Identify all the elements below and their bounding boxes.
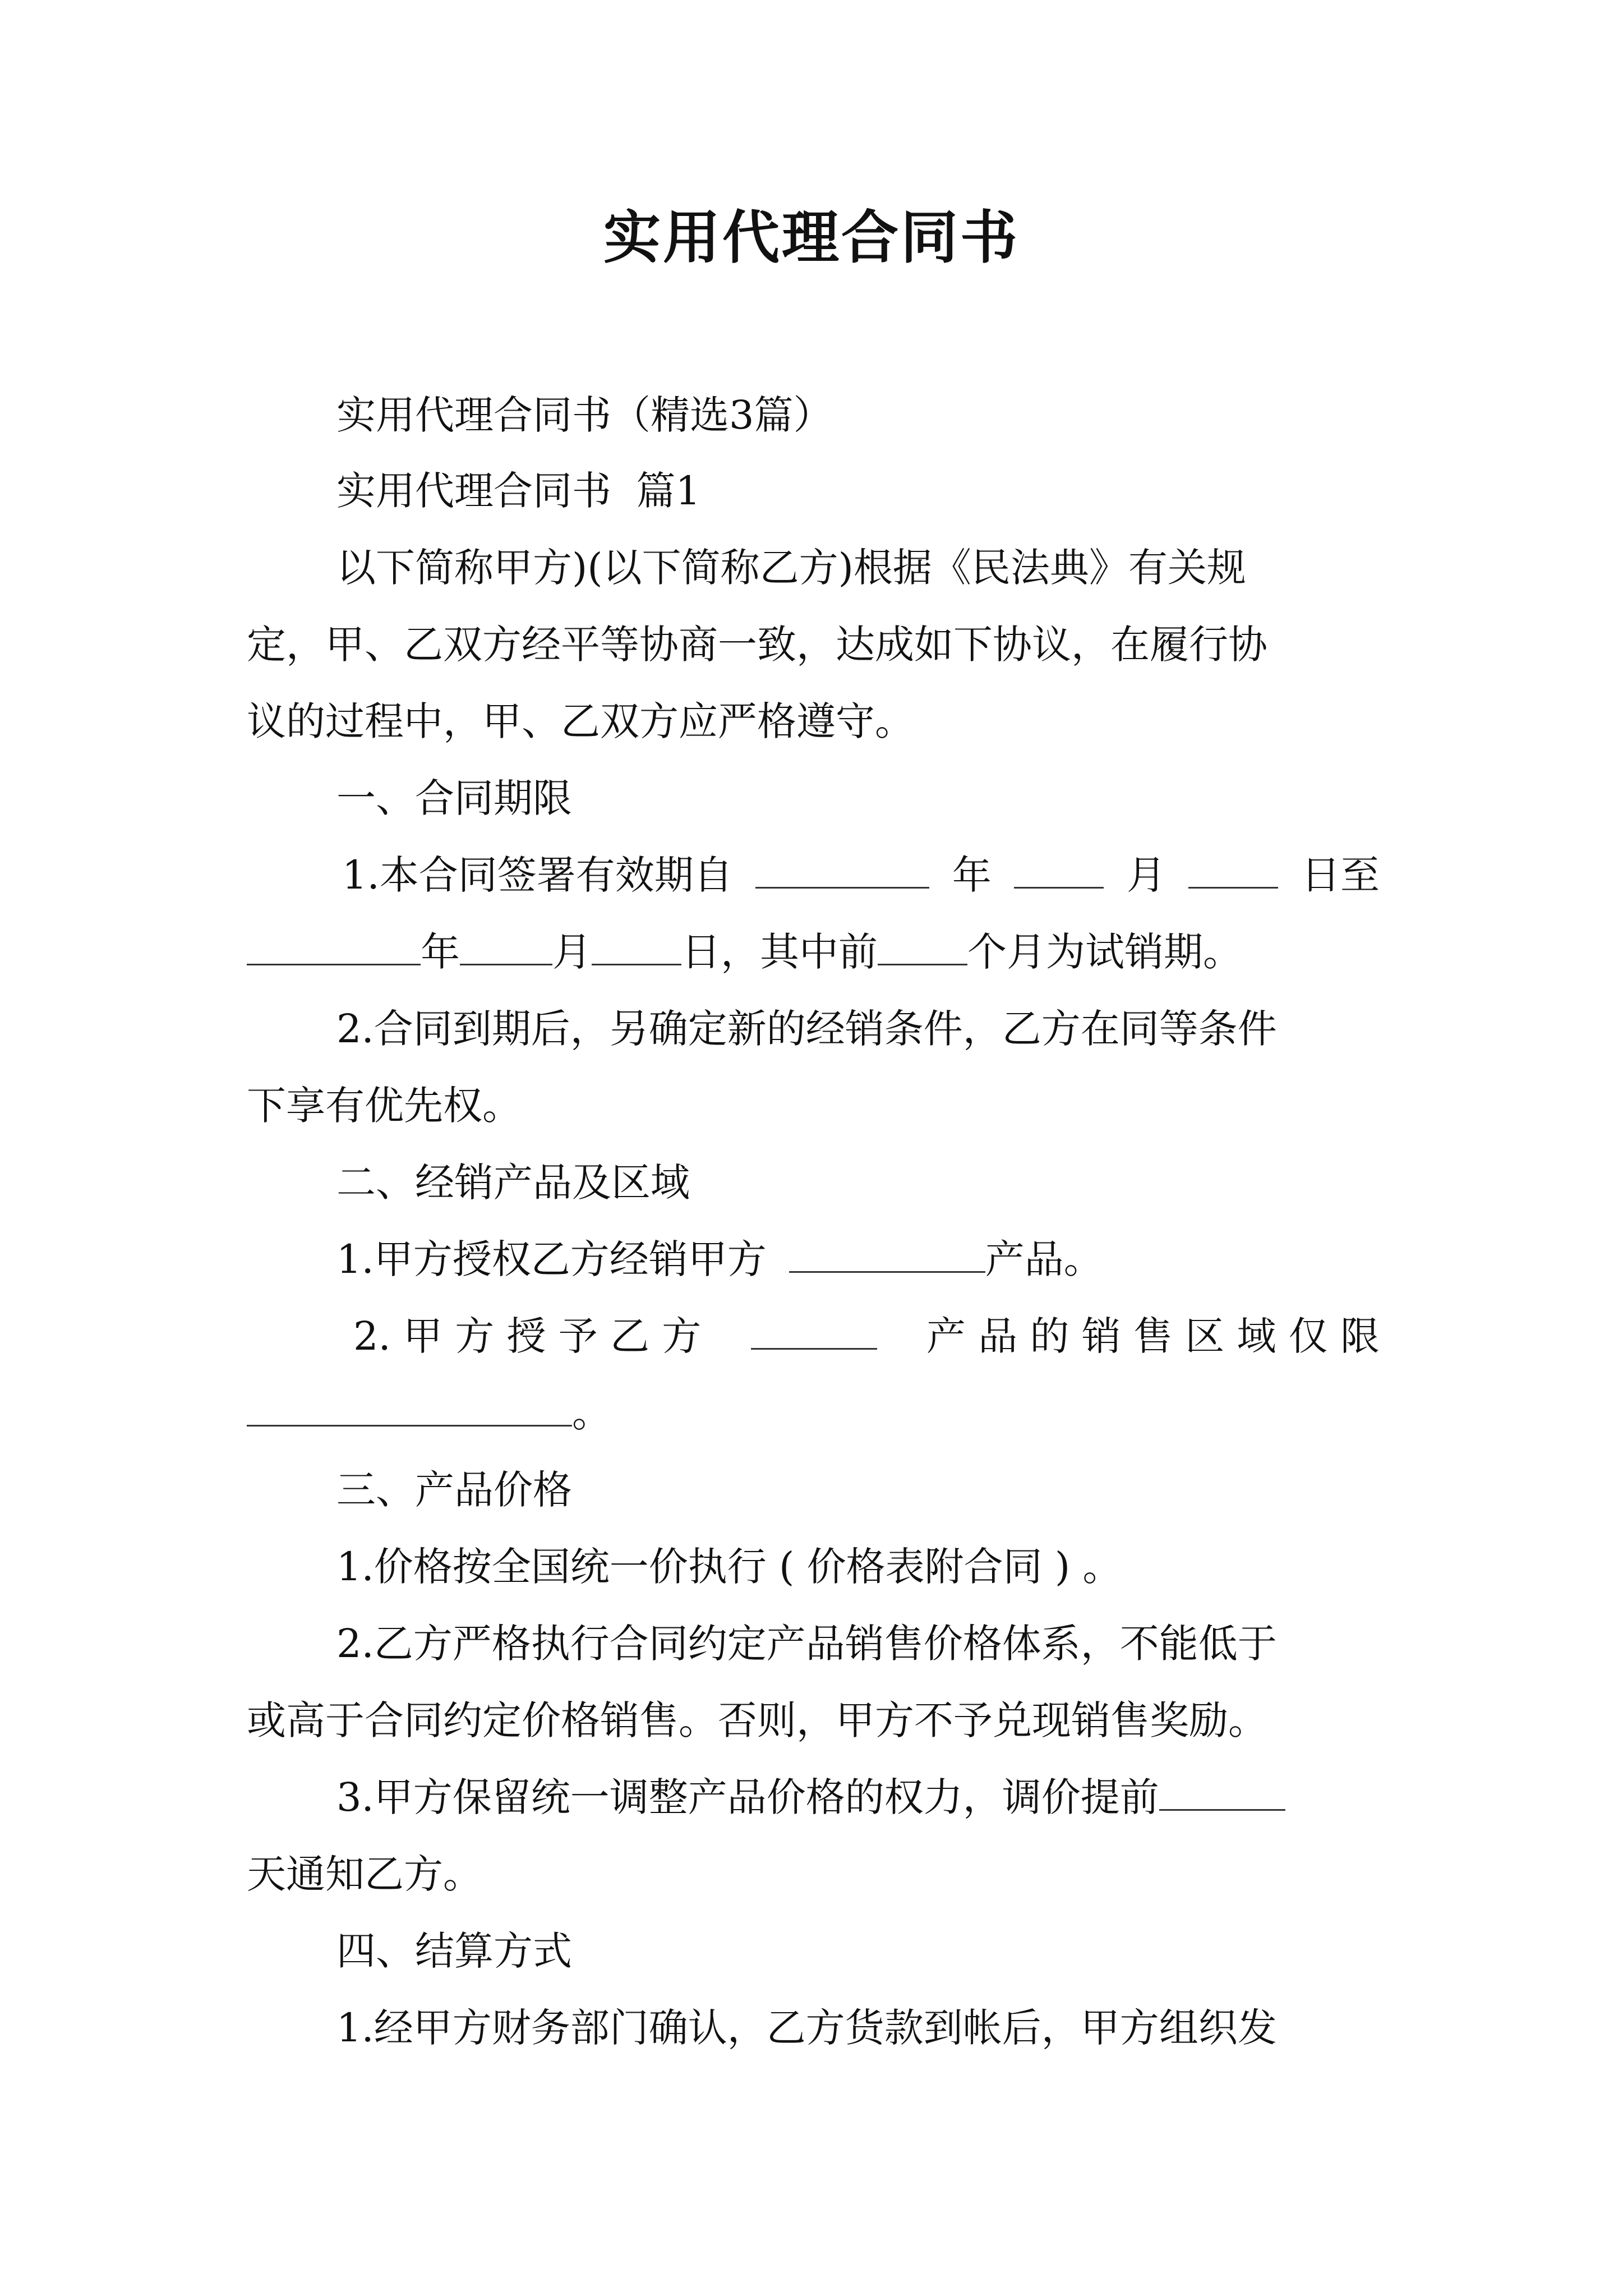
section-2-item-1 xyxy=(336,1231,1103,1287)
section-4-heading: 四、结算方式 xyxy=(336,1928,572,1974)
section-2-heading: 二、经销产品及区域 xyxy=(336,1159,690,1205)
fill-in-blank xyxy=(751,1311,877,1350)
section-1-item-1-line-1 xyxy=(342,847,1380,903)
article-heading: 实用代理合同书 篇1 xyxy=(336,468,701,514)
document-subtitle: 实用代理合同书（精选3篇） xyxy=(336,392,833,438)
section-1-item-1-line-2 xyxy=(247,924,1242,980)
fill-in-blank xyxy=(1014,850,1104,889)
text-segment: 产品。 xyxy=(985,1236,1103,1282)
section-4-item-1: 1.经甲方财务部门确认，乙方货款到帐后，甲方组织发 xyxy=(336,2005,1277,2051)
text-segment: 个月为试销期。 xyxy=(967,929,1242,975)
section-3-heading: 三、产品价格 xyxy=(336,1467,572,1513)
text-segment: 1.本合同签署有效期自 xyxy=(342,852,733,898)
fill-in-blank xyxy=(247,927,421,965)
section-3-item-3-line-2: 天通知乙方。 xyxy=(247,1851,482,1897)
fill-in-blank xyxy=(247,1388,572,1427)
section-3-item-2-line-1: 2.乙方严格执行合同约定产品销售价格体系，不能低于 xyxy=(336,1621,1277,1667)
intro-line-2: 定，甲、乙双方经平等协商一致，达成如下协议，在履行协 xyxy=(247,622,1267,668)
section-1-heading: 一、合同期限 xyxy=(336,775,572,821)
text-segment: 月 xyxy=(552,929,592,975)
text-segment: 年 xyxy=(952,852,992,898)
fill-in-blank xyxy=(1159,1772,1285,1811)
text-segment: 日，其中前 xyxy=(681,929,878,975)
text-segment: 产 品 的 销 售 区 域 仅 限 xyxy=(926,1313,1380,1359)
section-1-item-2-line-1: 2.合同到期后，另确定新的经销条件，乙方在同等条件 xyxy=(336,1006,1277,1052)
intro-line-1: 以下简称甲方)(以下简称乙方)根据《民法典》有关规 xyxy=(336,545,1246,591)
section-1-item-2-line-2: 下享有优先权。 xyxy=(247,1083,522,1129)
fill-in-blank xyxy=(789,1234,985,1273)
fill-in-blank xyxy=(755,850,929,889)
section-3-item-2-line-2: 或高于合同约定价格销售。否则，甲方不予兑现销售奖励。 xyxy=(247,1697,1267,1743)
fill-in-blank xyxy=(1188,850,1278,889)
section-2-item-2-line-1 xyxy=(353,1308,1380,1364)
text-segment: 3.甲方保留统一调整产品价格的权力，调价提前 xyxy=(336,1774,1159,1820)
text-segment: 2. 甲 方 授 予 乙 方 xyxy=(353,1313,702,1359)
text-segment: 。 xyxy=(572,1390,611,1436)
text-segment: 月 xyxy=(1126,852,1166,898)
fill-in-blank xyxy=(592,927,681,965)
fill-in-blank xyxy=(878,927,967,965)
section-2-item-2-line-2 xyxy=(247,1385,611,1441)
section-3-item-1: 1.价格按全国统一价执行 ( 价格表附合同 ) 。 xyxy=(336,1544,1122,1590)
text-segment: 年 xyxy=(421,929,460,975)
intro-line-3: 议的过程中，甲、乙双方应严格遵守。 xyxy=(247,698,914,744)
document-title: 实用代理合同书 xyxy=(603,205,1020,272)
section-3-item-3-line-1 xyxy=(336,1769,1285,1825)
text-segment: 1.甲方授权乙方经销甲方 xyxy=(336,1236,767,1282)
text-segment: 日至 xyxy=(1301,852,1380,898)
fill-in-blank xyxy=(460,927,552,965)
